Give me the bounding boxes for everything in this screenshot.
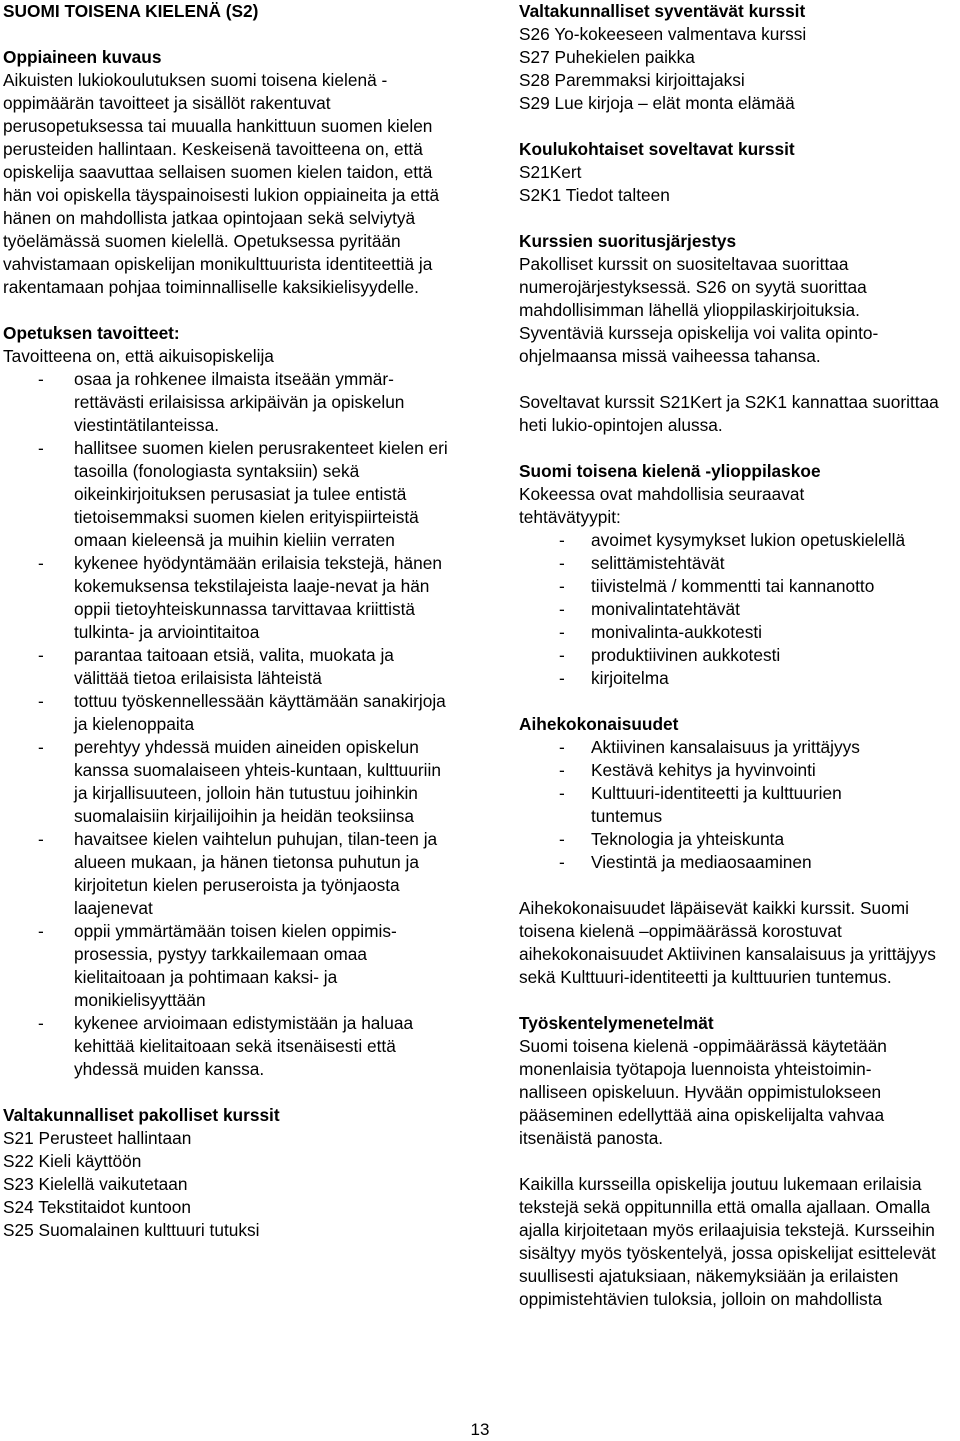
mandatory-courses-heading: Valtakunnalliset pakolliset kurssit [3, 1105, 280, 1125]
list-item: - Aktiivinen kansalaisuus ja yrittäjyys [559, 737, 860, 757]
order-text-secondary: Soveltavat kurssit S21Kert ja S2K1 kannattaa suorittaa heti lukio-opintojen alussa. [519, 392, 939, 435]
list-item: - kykenee hyödyntämään erilaisia tekstejä, hänen kokemuksensa tekstilajeista laaje-nevat ja hän oppii tietoyhteiskunnassa tarvittavaa kriittistä tulkinta- ja arviointitaitoa [38, 553, 442, 642]
list-item: - selittämistehtävät [559, 553, 725, 573]
exam-heading: Suomi toisena kielenä -ylioppilaskoe [519, 461, 821, 481]
course-item: S24 Tekstitaidot kuntoon [3, 1197, 191, 1217]
course-item: S21 Perusteet hallintaan [3, 1128, 192, 1148]
goals-intro: Tavoitteena on, että aikuisopiskelija [3, 346, 274, 366]
list-item: - hallitsee suomen kielen perusrakenteet kielen eri tasoilla (fonologiasta syntaksiin) sekä oikeinkirjoituksen perusasiat ja tulee entistä tietoisemmaksi suomen kielen erityispiirteistä omaan kieleensä ja muihin kieliin verraten [38, 438, 448, 550]
course-item: S29 Lue kirjoja – elät monta elämää [519, 93, 795, 113]
list-item: - havaitsee kielen vaihtelun puhujan, tilan-teen ja alueen mukaan, ja hänen tietonsa puhutun ja kirjoitetun kielen peruseroista ja työnjaosta laajenevat [38, 829, 438, 918]
school-courses-heading: Koulukohtaiset soveltavat kurssit [519, 139, 795, 159]
description-heading: Oppiaineen kuvaus [3, 47, 162, 67]
themes-list [519, 736, 957, 874]
page-number: 13 [470, 1420, 490, 1439]
course-item: S27 Puhekielen paikka [519, 47, 695, 67]
list-item: - tiivistelmä / kommentti tai kannanotto [559, 576, 875, 596]
list-item: - kykenee arvioimaan edistymistään ja haluaa kehittää kielitaitoaan sekä itsenäisesti että yhdessä muiden kanssa. [38, 1013, 414, 1079]
list-item: - avoimet kysymykset lukion opetuskielellä [559, 530, 906, 550]
exam-types-list [519, 529, 957, 690]
exam-intro: Kokeessa ovat mahdollisia seuraavat tehtävätyypit: [519, 484, 805, 527]
right-column [519, 0, 957, 1311]
list-item: - Teknologia ja yhteiskunta [559, 829, 785, 849]
goals-heading: Opetuksen tavoitteet: [3, 323, 180, 343]
list-item: - tottuu työskennellessään käyttämään sanakirjoja ja kielenoppaita [38, 691, 446, 734]
advanced-courses-heading: Valtakunnalliset syventävät kurssit [519, 1, 806, 21]
course-item: S2K1 Tiedot talteen [519, 185, 670, 205]
list-item: - monivalinta-aukkotesti [559, 622, 762, 642]
list-item: - parantaa taitoaan etsiä, valita, muokata ja välittää tietoa erilaisista lähteistä [38, 645, 394, 688]
left-column [3, 0, 465, 1242]
list-item: - Kestävä kehitys ja hyvinvointi [559, 760, 816, 780]
list-item: - osaa ja rohkenee ilmaista itseään ymmär-rettävästi erilaisissa arkipäivän ja opiskelun viestintätilanteissa. [38, 369, 405, 435]
order-text: Pakolliset kurssit on suositeltavaa suorittaa numerojärjestyksessä. S26 on syytä suorittaa mahdollisimman lähellä ylioppilaskirjoituksia. Syventäviä kursseja opiskelija voi valita opinto-ohjelmaansa missä vaiheessa tahansa. [519, 254, 879, 366]
order-heading: Kurssien suoritusjärjestys [519, 231, 737, 251]
goals-list [3, 368, 465, 1081]
methods-text-secondary: Kaikilla kursseilla opiskelija joutuu lukemaan erilaisia tekstejä sekä oppitunnilla että omalla ajallaan. Omalla ajalla kirjoitetaan myös erilaajuisia tekstejä. Kursseihin sisältyy myös työskentelyä, jossa opiskelijat esittelevät suullisesti ajatuksiaan, näkemyksiään ja erilaisten oppimistehtävien tuloksia, jolloin on mahdollista [519, 1174, 936, 1309]
course-item: S28 Paremmaksi kirjoittajaksi [519, 70, 745, 90]
list-item: - Viestintä ja mediaosaaminen [559, 852, 812, 872]
list-item: - kirjoitelma [559, 668, 669, 688]
methods-text: Suomi toisena kielenä -oppimäärässä käytetään monenlaisia työtapoja luennoista yhteistoimin-nalliseen opiskeluun. Hyvään oppimistulokseen pääseminen edellyttää aina opiskelijalta vahvaa itsenäistä panosta. [519, 1036, 887, 1148]
list-item: - perehtyy yhdessä muiden aineiden opiskelun kanssa suomalaiseen yhteis-kuntaan, kulttuuriin ja kirjallisuuteen, jolloin hän tutustuu joihinkin suomalaisiin kirjailijoihin ja heidän teoksiinsa [38, 737, 441, 826]
themes-heading: Aihekokonaisuudet [519, 714, 679, 734]
course-item: S21Kert [519, 162, 582, 182]
description-text: Aikuisten lukiokoulutuksen suomi toisena kielenä - oppimäärän tavoitteet ja sisällöt rakentuvat perusopetuksessa tai muualla hankittuun suomen kielen perusteiden hallintaan. Keskeisenä tavoitteena on, että opiskelija saavuttaa sellaisen suomen kielen taidon, että hän voi opiskella täyspainoisesti lukion oppiaineita ja että hänen on mahdollista jatkaa opintojaan sekä selviytyä työelämässä suomen kielellä. Opetuksessa pyritään vahvistamaan opiskelijan monikulttuurista identiteettiä ja rakentamaan pohjaa toiminnalliselle kaksikielisyydelle. [3, 70, 440, 297]
list-item: - monivalintatehtävät [559, 599, 740, 619]
course-item: S23 Kielellä vaikutetaan [3, 1174, 188, 1194]
themes-text: Aihekokonaisuudet läpäisevät kaikki kurssit. Suomi toisena kielenä –oppimäärässä korostuvat aihekokonaisuudet Aktiivinen kansalaisuus ja yrittäjyys sekä Kulttuuri-identiteetti ja kulttuurien tuntemus. [519, 898, 936, 987]
course-item: S22 Kieli käyttöön [3, 1151, 142, 1171]
methods-heading: Työskentelymenetelmät [519, 1013, 714, 1033]
list-item: - produktiivinen aukkotesti [559, 645, 781, 665]
list-item: - Kulttuuri-identiteetti ja kulttuurien tuntemus [559, 783, 842, 826]
course-item: S25 Suomalainen kulttuuri tutuksi [3, 1220, 260, 1240]
document-title: SUOMI TOISENA KIELENÄ (S2) [3, 1, 259, 21]
list-item: - oppii ymmärtämään toisen kielen oppimis-prosessia, pystyy tarkkailemaan omaa kielitaitoaan ja pohtimaan kaksi- ja monikielisyyttään [38, 921, 397, 1010]
course-item: S26 Yo-kokeeseen valmentava kurssi [519, 24, 807, 44]
